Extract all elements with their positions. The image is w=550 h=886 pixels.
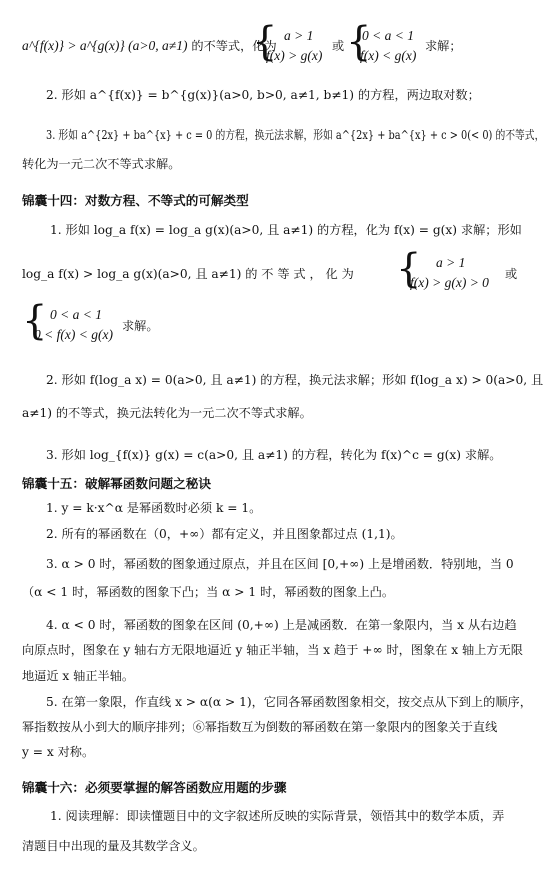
system-row: f(x) < g(x) — [360, 48, 417, 63]
item-2-exp-eq: 2. 形如 a^{f(x)} = b^{g(x)}(a>0, b>0, a≠1, b≠1) 的方程，两边取对数； — [46, 88, 480, 102]
power-item-5-line1: 5. 在第一象限，作直线 x > α(α > 1)，它同各幂函数图象相交，按交点从下到上的顺序， — [46, 695, 532, 709]
system-row: 0 < a < 1 — [50, 307, 102, 322]
power-item-3-line2: （α < 1 时，幂函数的图象下凸；当 α > 1 时，幂函数的图象上凸。 — [22, 585, 395, 599]
log-item-2-line1: 2. 形如 f(log_a x) = 0(a>0, 且 a≠1) 的方程，换元法求解；形如 f(log_a x) > 0(a>0, 且 — [46, 373, 544, 387]
section-14-heading: 锦囊十四：对数方程、不等式的可解类型 — [22, 193, 249, 208]
power-item-4-line1: 4. α < 0 时，幂函数的图象在区间 (0,+∞) 上是减函数．在第一象限内，当 x 从右边趋 — [46, 618, 517, 632]
system-row: f(x) > g(x) > 0 — [410, 275, 489, 290]
power-item-4-line2: 向原点时，图象在 y 轴右方无限地逼近 y 轴正半轴，当 x 趋于 +∞ 时，图象在 x 轴上方无限 — [22, 643, 523, 657]
log-item-3: 3. 形如 log_{f(x)} g(x) = c(a>0, 且 a≠1) 的方程，转化为 f(x)^c = g(x) 求解。 — [46, 448, 502, 462]
solve-tail: 求解。 — [122, 319, 159, 333]
log-case-system-a-lt-1 — [22, 298, 132, 349]
power-item-3-line1: 3. α > 0 时，幂函数的图象通过原点，并且在区间 [0,+∞) 上是增函数．特别地，当 0 — [46, 557, 514, 571]
system-row: a > 1 — [436, 255, 466, 270]
log-item-2-line2: a≠1) 的不等式，换元法转化为一元二次不等式求解。 — [22, 406, 312, 420]
system-row: a > 1 — [284, 28, 314, 43]
power-item-5-line2: 幂指数按从小到大的顺序排列；⑥幂指数互为倒数的幂函数在第一象限内的图象关于直线 — [22, 720, 498, 734]
log-item-1-line2: log_a f(x) > log_a g(x)(a>0, 且 a≠1) 的 不 等 式 ， 化 为 — [22, 267, 354, 281]
left-brace-icon: { — [252, 19, 278, 65]
system-row: 0 < a < 1 — [362, 28, 414, 43]
solve-tail: 求解； — [425, 39, 462, 53]
power-item-5-line3: y = x 对称。 — [22, 745, 95, 759]
or-word: 或 — [332, 39, 345, 53]
power-item-1: 1. y = k·x^α 是幂函数时必须 k = 1。 — [46, 501, 262, 515]
step-1-line1: 1. 阅读理解：即读懂题目中的文字叙述所反映的实际背景，领悟其中的数学本质，弄 — [50, 809, 505, 823]
item-3-exp-line2: 转化为一元二次不等式求解。 — [22, 157, 181, 171]
left-brace-icon: { — [396, 246, 422, 292]
exp-ineq-formula: a^{f(x)} > a^{g(x)} (a>0, a≠1) — [22, 38, 188, 53]
power-item-2: 2. 所有的幂函数在（0，+∞）都有定义，并且图象都过点 (1,1)。 — [46, 527, 403, 541]
left-brace-icon: { — [22, 298, 48, 344]
power-item-4-line3: 地逼近 x 轴正半轴。 — [22, 669, 135, 683]
system-row: 0 < f(x) < g(x) — [34, 327, 113, 342]
log-case-system-a-gt-1 — [396, 246, 506, 297]
item-3-exp-line1: 3. 形如 a^{2x} + ba^{x} + c = 0 的方程，换元法求解，形如 a^{2x} + ba^{x} + c > 0(< 0) 的不等式， — [46, 128, 545, 142]
system-row: f(x) > g(x) — [266, 48, 323, 63]
case-system-a-gt-1 — [252, 19, 345, 70]
exp-ineq-text: 的不等式，化为 — [191, 39, 277, 53]
log-item-1-line1: 1. 形如 log_a f(x) = log_a g(x)(a>0, 且 a≠1) 的方程，化为 f(x) = g(x) 求解；形如 — [50, 223, 522, 237]
section-16-heading: 锦囊十六：必须要掌握的解答函数应用题的步骤 — [22, 780, 287, 795]
or-word: 或 — [505, 267, 518, 281]
left-brace-icon: { — [346, 19, 372, 65]
section-15-heading: 锦囊十五：破解幂函数问题之秘诀 — [22, 476, 211, 491]
case-system-a-lt-1 — [346, 19, 436, 70]
step-1-line2: 清题目中出现的量及其数学含义。 — [22, 839, 205, 853]
exp-ineq-line — [22, 38, 277, 54]
